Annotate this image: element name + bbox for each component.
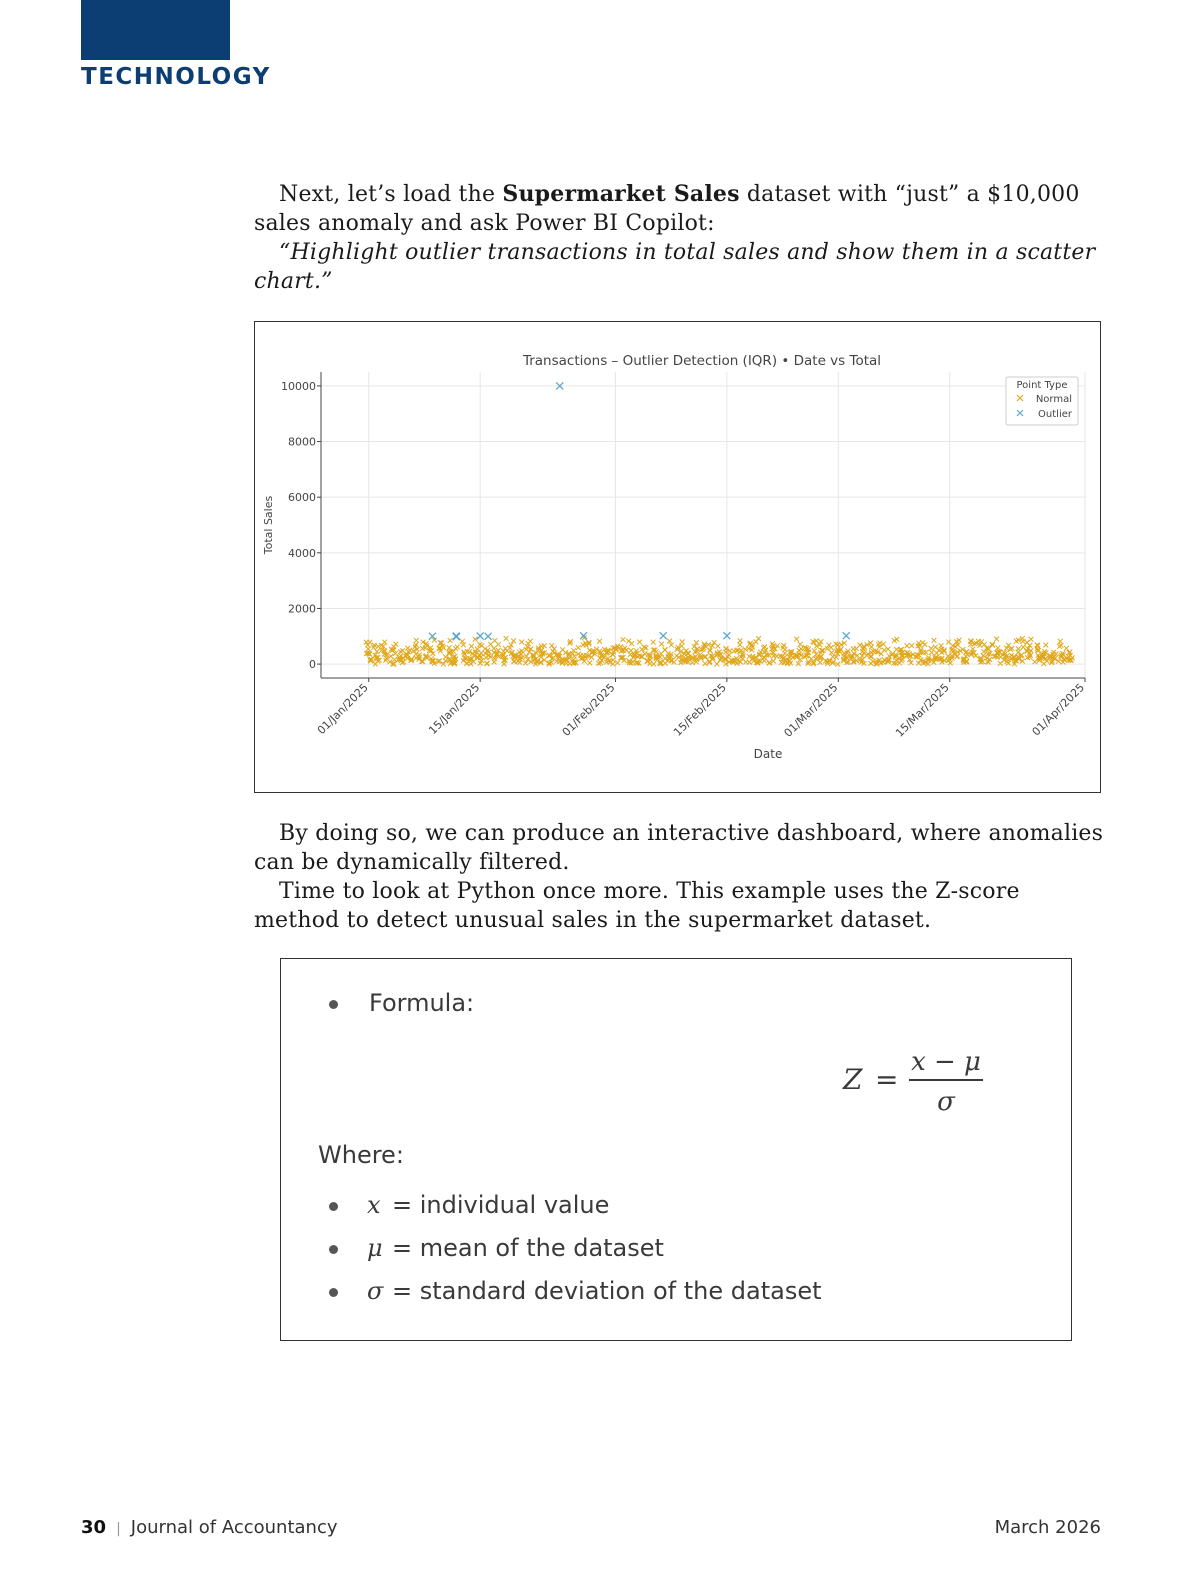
outlier-point [485, 633, 492, 640]
outlier-point [453, 633, 460, 640]
copilot-prompt-quote: “Highlight outlier transactions in total sales and show them in a scatter chart.” [254, 240, 1096, 294]
x-tick-label: 15/Mar/2025 [893, 680, 952, 740]
y-tick-label: 4000 [288, 546, 316, 560]
intro-text-start: Next, let’s load the [279, 182, 503, 207]
symbol-x: x [367, 1191, 381, 1219]
normal-point [932, 638, 937, 643]
normal-point [441, 645, 446, 650]
intro-paragraph [254, 180, 1104, 296]
issue-date: March 2026 [994, 1517, 1101, 1538]
footer-separator: | [116, 1521, 121, 1537]
normal-point [986, 646, 991, 651]
fraction-bar [909, 1079, 983, 1081]
normal-point [504, 636, 509, 641]
normal-point [680, 639, 685, 644]
normal-point [469, 644, 474, 649]
normal-point [829, 650, 834, 655]
normal-point [576, 645, 581, 650]
normal-point [629, 648, 634, 653]
formula-lhs: Z [843, 1063, 863, 1096]
normal-point [393, 642, 398, 647]
normal-point [869, 644, 874, 649]
legend-label: Outlier [1038, 409, 1072, 420]
normal-point [621, 637, 626, 642]
normal-point [798, 642, 803, 647]
y-tick-label: 6000 [288, 491, 316, 505]
normal-point [1064, 646, 1069, 651]
formula-equals: = [875, 1063, 899, 1096]
normal-point [996, 645, 1001, 650]
normal-point [528, 639, 533, 644]
footer-left [81, 1517, 338, 1538]
normal-point [955, 654, 960, 659]
x-tick-label: 01/Jan/2025 [314, 680, 371, 738]
page-number: 30 [81, 1517, 107, 1538]
normal-point [484, 655, 489, 660]
normal-point [909, 643, 914, 648]
normal-point [659, 642, 664, 647]
y-tick-label: 8000 [288, 435, 316, 449]
normal-point [708, 648, 713, 653]
normal-point [1057, 644, 1062, 649]
where-label: Where: [318, 1141, 404, 1169]
legend-label: Normal [1035, 394, 1072, 405]
normal-point [706, 642, 711, 647]
normal-point [782, 647, 787, 652]
journal-name: Journal of Accountancy [130, 1517, 338, 1538]
normal-point [882, 648, 887, 653]
x-tick-label: 01/Mar/2025 [781, 680, 841, 740]
outlier-point [660, 632, 667, 639]
y-axis-label: Total Sales [262, 495, 275, 555]
normal-point [549, 643, 554, 648]
normal-point [858, 643, 863, 648]
normal-point [920, 640, 925, 645]
normal-point [1043, 643, 1048, 648]
dashboard-paragraph: By doing so, we can produce an interactive dashboard, where anomalies can be dynamically filtered. [254, 821, 1104, 875]
normal-point [998, 661, 1003, 666]
normal-point [597, 639, 602, 644]
dataset-name: Supermarket Sales [502, 181, 740, 207]
symbol-sigma: σ [367, 1277, 384, 1305]
y-tick-label: 0 [309, 658, 316, 672]
formula-label: Formula: [369, 989, 475, 1017]
normal-point [637, 640, 642, 645]
outlier-point [843, 632, 850, 639]
formula-denominator: σ [937, 1087, 955, 1117]
z-score-formula-figure [280, 958, 1072, 1341]
x-axis-label: Date [753, 747, 783, 761]
normal-point [519, 640, 524, 645]
definition-sigma: = standard deviation of the dataset [392, 1277, 822, 1305]
normal-point [756, 636, 761, 641]
normal-point [703, 661, 708, 666]
x-tick-label: 01/Feb/2025 [559, 680, 618, 739]
scatter-chart [255, 322, 1100, 792]
formula-numerator: x − μ [911, 1047, 981, 1077]
normal-point [642, 651, 647, 656]
symbol-mu: μ [367, 1234, 383, 1262]
normal-point [829, 645, 834, 650]
normal-point [929, 646, 934, 651]
middle-paragraphs [254, 819, 1104, 935]
definition-mu: = mean of the dataset [392, 1234, 664, 1262]
x-tick-label: 01/Apr/2025 [1029, 680, 1088, 739]
normal-point [381, 644, 386, 649]
normal-point [1029, 637, 1034, 642]
header-color-block [81, 0, 230, 60]
x-tick-label: 15/Feb/2025 [671, 680, 729, 739]
normal-point [651, 640, 656, 645]
normal-point [886, 647, 891, 652]
legend-title: Point Type [1016, 380, 1068, 391]
scatter-chart-figure [254, 321, 1101, 793]
copilot-prompt-paragraph [254, 238, 1104, 296]
normal-point [794, 637, 799, 642]
python-paragraph: Time to look at Python once more. This example uses the Z-score method to detect unusual sales in the supermarket dataset. [254, 879, 1020, 933]
intro-sentence [254, 180, 1104, 238]
normal-point [738, 638, 743, 643]
normal-point [1032, 659, 1037, 664]
normal-point [611, 658, 616, 663]
normal-point [382, 640, 387, 645]
normal-point [552, 647, 557, 652]
normal-point [1058, 639, 1063, 644]
normal-point [414, 638, 419, 643]
intro-text-end: dataset with “just” a $10,000 sales anomaly and ask Power BI Copilot: [254, 182, 1080, 236]
normal-point [628, 652, 633, 657]
bullet-icon [329, 1202, 338, 1211]
normal-point [448, 638, 453, 643]
bullet-icon [329, 1000, 338, 1009]
bullet-icon [329, 1245, 338, 1254]
y-tick-label: 10000 [281, 379, 316, 393]
normal-point [626, 639, 631, 644]
normal-point [994, 637, 999, 642]
normal-point [799, 647, 804, 652]
section-label: TECHNOLOGY [81, 64, 271, 90]
bullet-icon [329, 1288, 338, 1297]
normal-point [492, 638, 497, 643]
normal-point [715, 644, 720, 649]
y-tick-label: 2000 [288, 602, 316, 616]
normal-point [511, 638, 516, 643]
normal-point [1004, 646, 1009, 651]
normal-point [587, 661, 592, 666]
definition-x: = individual value [392, 1191, 610, 1219]
normal-point [905, 643, 910, 648]
chart-title: Transactions – Outlier Detection (IQR) • Date vs Total [522, 353, 882, 369]
normal-point [455, 645, 460, 650]
x-tick-label: 15/Jan/2025 [426, 680, 483, 738]
